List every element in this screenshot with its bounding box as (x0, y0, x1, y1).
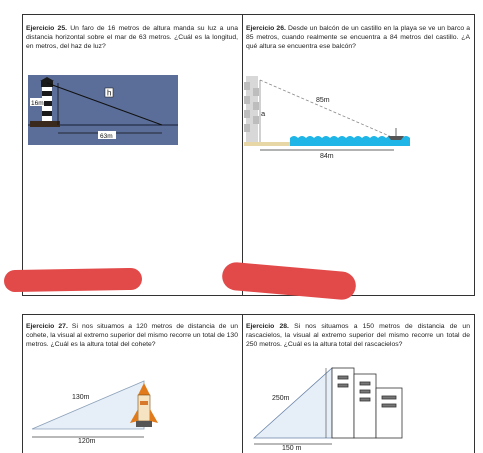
sea-distance-label: 63m (100, 133, 113, 140)
exercise-25-statement: Un faro de 16 metros de altura manda su luz a una distancia horizontal sobre el mar de 63 metros. ¿Cuál es la longitud, en metros, del haz de luz? (26, 25, 238, 51)
exercise-27-text (26, 322, 238, 350)
ship-distance-label: 84m (320, 153, 334, 160)
skyscraper-icon (332, 368, 402, 438)
sight-line (260, 80, 394, 138)
exercise-26-statement: Desde un balcón de un castillo en la playa se ve un barco a 85 metros, cuando realmente se encuentra a 84 metros del castillo. ¿A qué altura se encuentra ese balcón? (246, 25, 470, 51)
sight-distance-label: 130m (72, 394, 90, 401)
exercise-25-title: Ejercicio 25. (26, 25, 67, 32)
exercise-27-title: Ejercicio 27. (26, 323, 68, 330)
exercise-26-title: Ejercicio 26. (246, 25, 286, 32)
exercise-25-text (26, 24, 238, 52)
rocket-distance-label: 120m (78, 438, 96, 445)
exercise-26-text (246, 24, 470, 52)
sand-strip (244, 142, 294, 146)
castle-boat-figure (244, 72, 420, 164)
right-triangle-shape (254, 368, 332, 438)
exercise-28-statement: Si nos situamos a 150 metros de distancia de un rascacielos, la visual al extremo superior del mismo recorre un total de 250 metros. ¿Cuál es la altura total del rascacielos? (246, 323, 470, 349)
skyscraper-figure (248, 364, 418, 450)
beam-length-label: h (107, 88, 112, 98)
lighthouse-figure (28, 75, 178, 145)
exercise-27-statement: Si nos situamos a 120 metros de distancia de un cohete, la visual al extremo superior del mismo recorre un total de 130 metros. ¿Cuál es la altura total del cohete? (26, 323, 238, 349)
exercise-28-title: Ejercicio 28. (246, 323, 289, 330)
sight-distance-label: 250m (272, 395, 290, 402)
exercise-25-panel (22, 14, 242, 296)
exercise-28-text (246, 322, 470, 350)
rocket-figure (28, 375, 188, 447)
red-highlight-stroke-left (4, 268, 142, 292)
balcony-height-label: a (261, 109, 266, 118)
lighthouse-height-label: 16m (31, 100, 44, 107)
building-distance-label: 150 m (282, 445, 302, 452)
right-triangle-shape (32, 381, 144, 429)
rock-base (30, 121, 60, 127)
sight-distance-label: 85m (316, 97, 330, 104)
castle-tower-icon (244, 76, 259, 142)
boat-icon (388, 128, 404, 140)
